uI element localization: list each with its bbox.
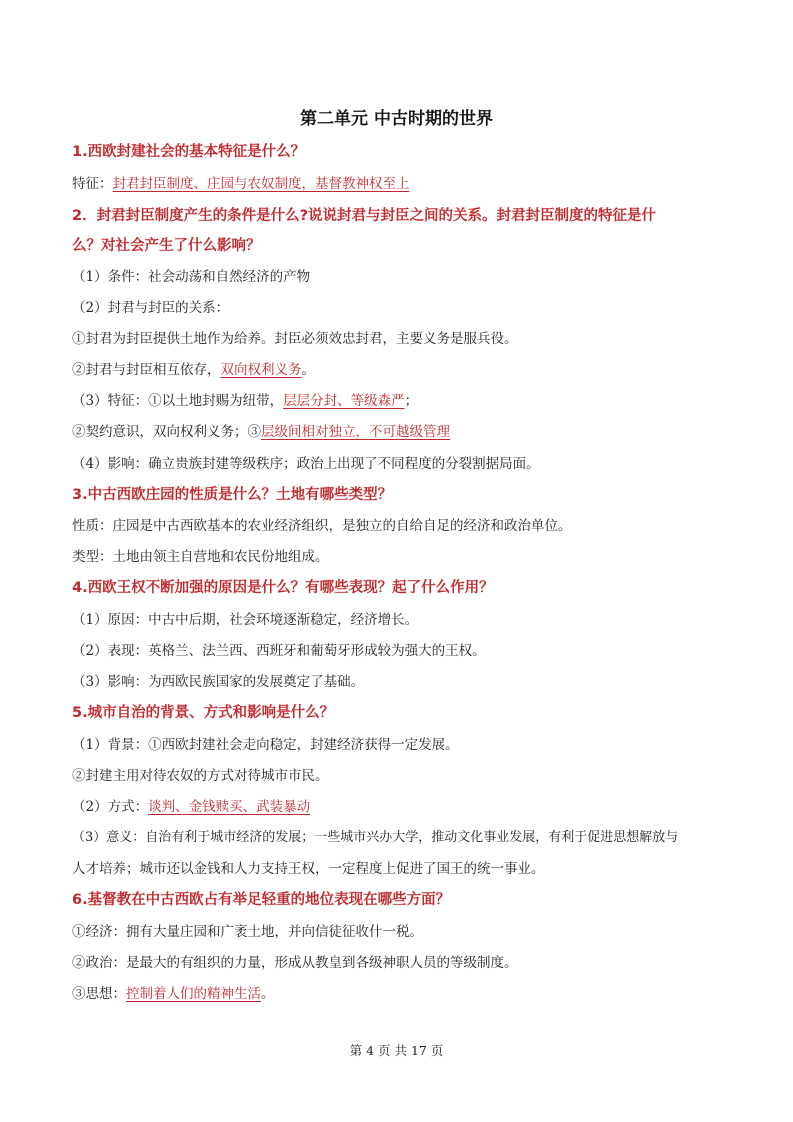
q6-thought-prefix: ③思想：	[72, 986, 126, 1002]
q2-relation-1: ①封君为封臣提供土地作为给养。封臣必须效忠封君，主要义务是服兵役。	[72, 331, 518, 347]
q2-features-2-highlight: 层级间相对独立，不可越级管理	[261, 424, 450, 440]
q2-relation-2-highlight: 双向权利义务	[220, 362, 302, 378]
q6-economy: ①经济：拥有大量庄园和广袤土地，并向信徒征收什一税。	[72, 924, 423, 940]
question-5: 5.城市自治的背景、方式和影响是什么？	[72, 705, 335, 721]
question-2-line-2: 么？对社会产生了什么影响？	[72, 238, 261, 254]
q6-thought	[72, 984, 732, 1004]
q2-features-1	[72, 391, 732, 411]
question-2-line-1: 2．封君封臣制度产生的条件是什么?说说封君与封臣之间的关系。封君封臣制度的特征是什	[72, 208, 656, 224]
q2-features-prefix: （3）特征：①以土地封赐为纽带，	[72, 393, 284, 409]
q2-relation-label: （2）封君与封臣的关系：	[72, 300, 230, 316]
q6-thought-highlight: 控制着人们的精神生活	[126, 986, 261, 1002]
q4-effect: （3）影响：为西欧民族国家的发展奠定了基础。	[72, 674, 365, 690]
q3-nature: 性质：庄园是中古西欧基本的农业经济组织，是独立的自给自足的经济和政治单位。	[72, 518, 572, 534]
q2-conditions: （1）条件：社会动荡和自然经济的产物	[72, 269, 311, 285]
page-title: 第二单元 中古时期的世界	[300, 109, 493, 129]
q5-background-2: ②封建主用对待农奴的方式对待城市市民。	[72, 768, 329, 784]
q2-features-highlight: 层层分封、等级森严	[283, 393, 405, 409]
q2-features-2	[72, 422, 732, 442]
page-footer: 第 4 页 共 17 页	[349, 1043, 444, 1058]
question-4: 4.西欧王权不断加强的原因是什么？有哪些表现？起了什么作用？	[72, 580, 494, 596]
question-6: 6.基督教在中古西欧占有举足轻重的地位表现在哪些方面？	[72, 892, 451, 908]
question-1: 1.西欧封建社会的基本特征是什么？	[72, 144, 306, 160]
q2-relation-2-prefix: ②封君与封臣相互依存，	[72, 362, 221, 378]
q6-politics: ②政治：是最大的有组织的力量，形成从教皇到各级神职人员的等级制度。	[72, 955, 518, 971]
q5-methods	[72, 797, 732, 817]
q1-feature-label: 特征：	[72, 176, 113, 192]
q5-methods-highlight: 谈判、金钱赎买、武装暴动	[148, 799, 311, 815]
q5-background-1: （1）背景：①西欧封建社会走向稳定，封建经济获得一定发展。	[72, 737, 459, 753]
q6-thought-suffix: 。	[261, 986, 275, 1002]
q2-features-2-prefix: ②契约意识，双向权利义务；③	[72, 424, 261, 440]
q2-impact: （4）影响：确立贵族封建等级秩序；政治上出现了不同程度的分裂割据局面。	[72, 456, 540, 472]
q4-performance: （2）表现：英格兰、法兰西、西班牙和葡萄牙形成较为强大的王权。	[72, 643, 486, 659]
q4-reason: （1）原因：中古中后期，社会环境逐渐稳定，经济增长。	[72, 612, 419, 628]
q2-features-suffix: ；	[404, 393, 419, 409]
q2-relation-2-suffix: 。	[301, 362, 315, 378]
q5-significance-line-2: 人才培养；城市还以金钱和人力支持王权，一定程度上促进了国王的统一事业。	[72, 861, 545, 877]
q5-methods-prefix: （2）方式：	[72, 799, 149, 815]
q1-feature-line	[72, 174, 732, 194]
question-3: 3.中古西欧庄园的性质是什么？土地有哪些类型？	[72, 487, 393, 503]
q3-types: 类型：土地由领主自营地和农民份地组成。	[72, 549, 329, 565]
q1-feature-answer: 封君封臣制度、庄园与农奴制度，基督教神权至上	[112, 176, 410, 192]
q2-relation-2	[72, 360, 732, 380]
q5-significance-line-1: （3）意义：自治有利于城市经济的发展；一些城市兴办大学，推动文化事业发展，有利于促进思想解放与	[72, 830, 679, 845]
